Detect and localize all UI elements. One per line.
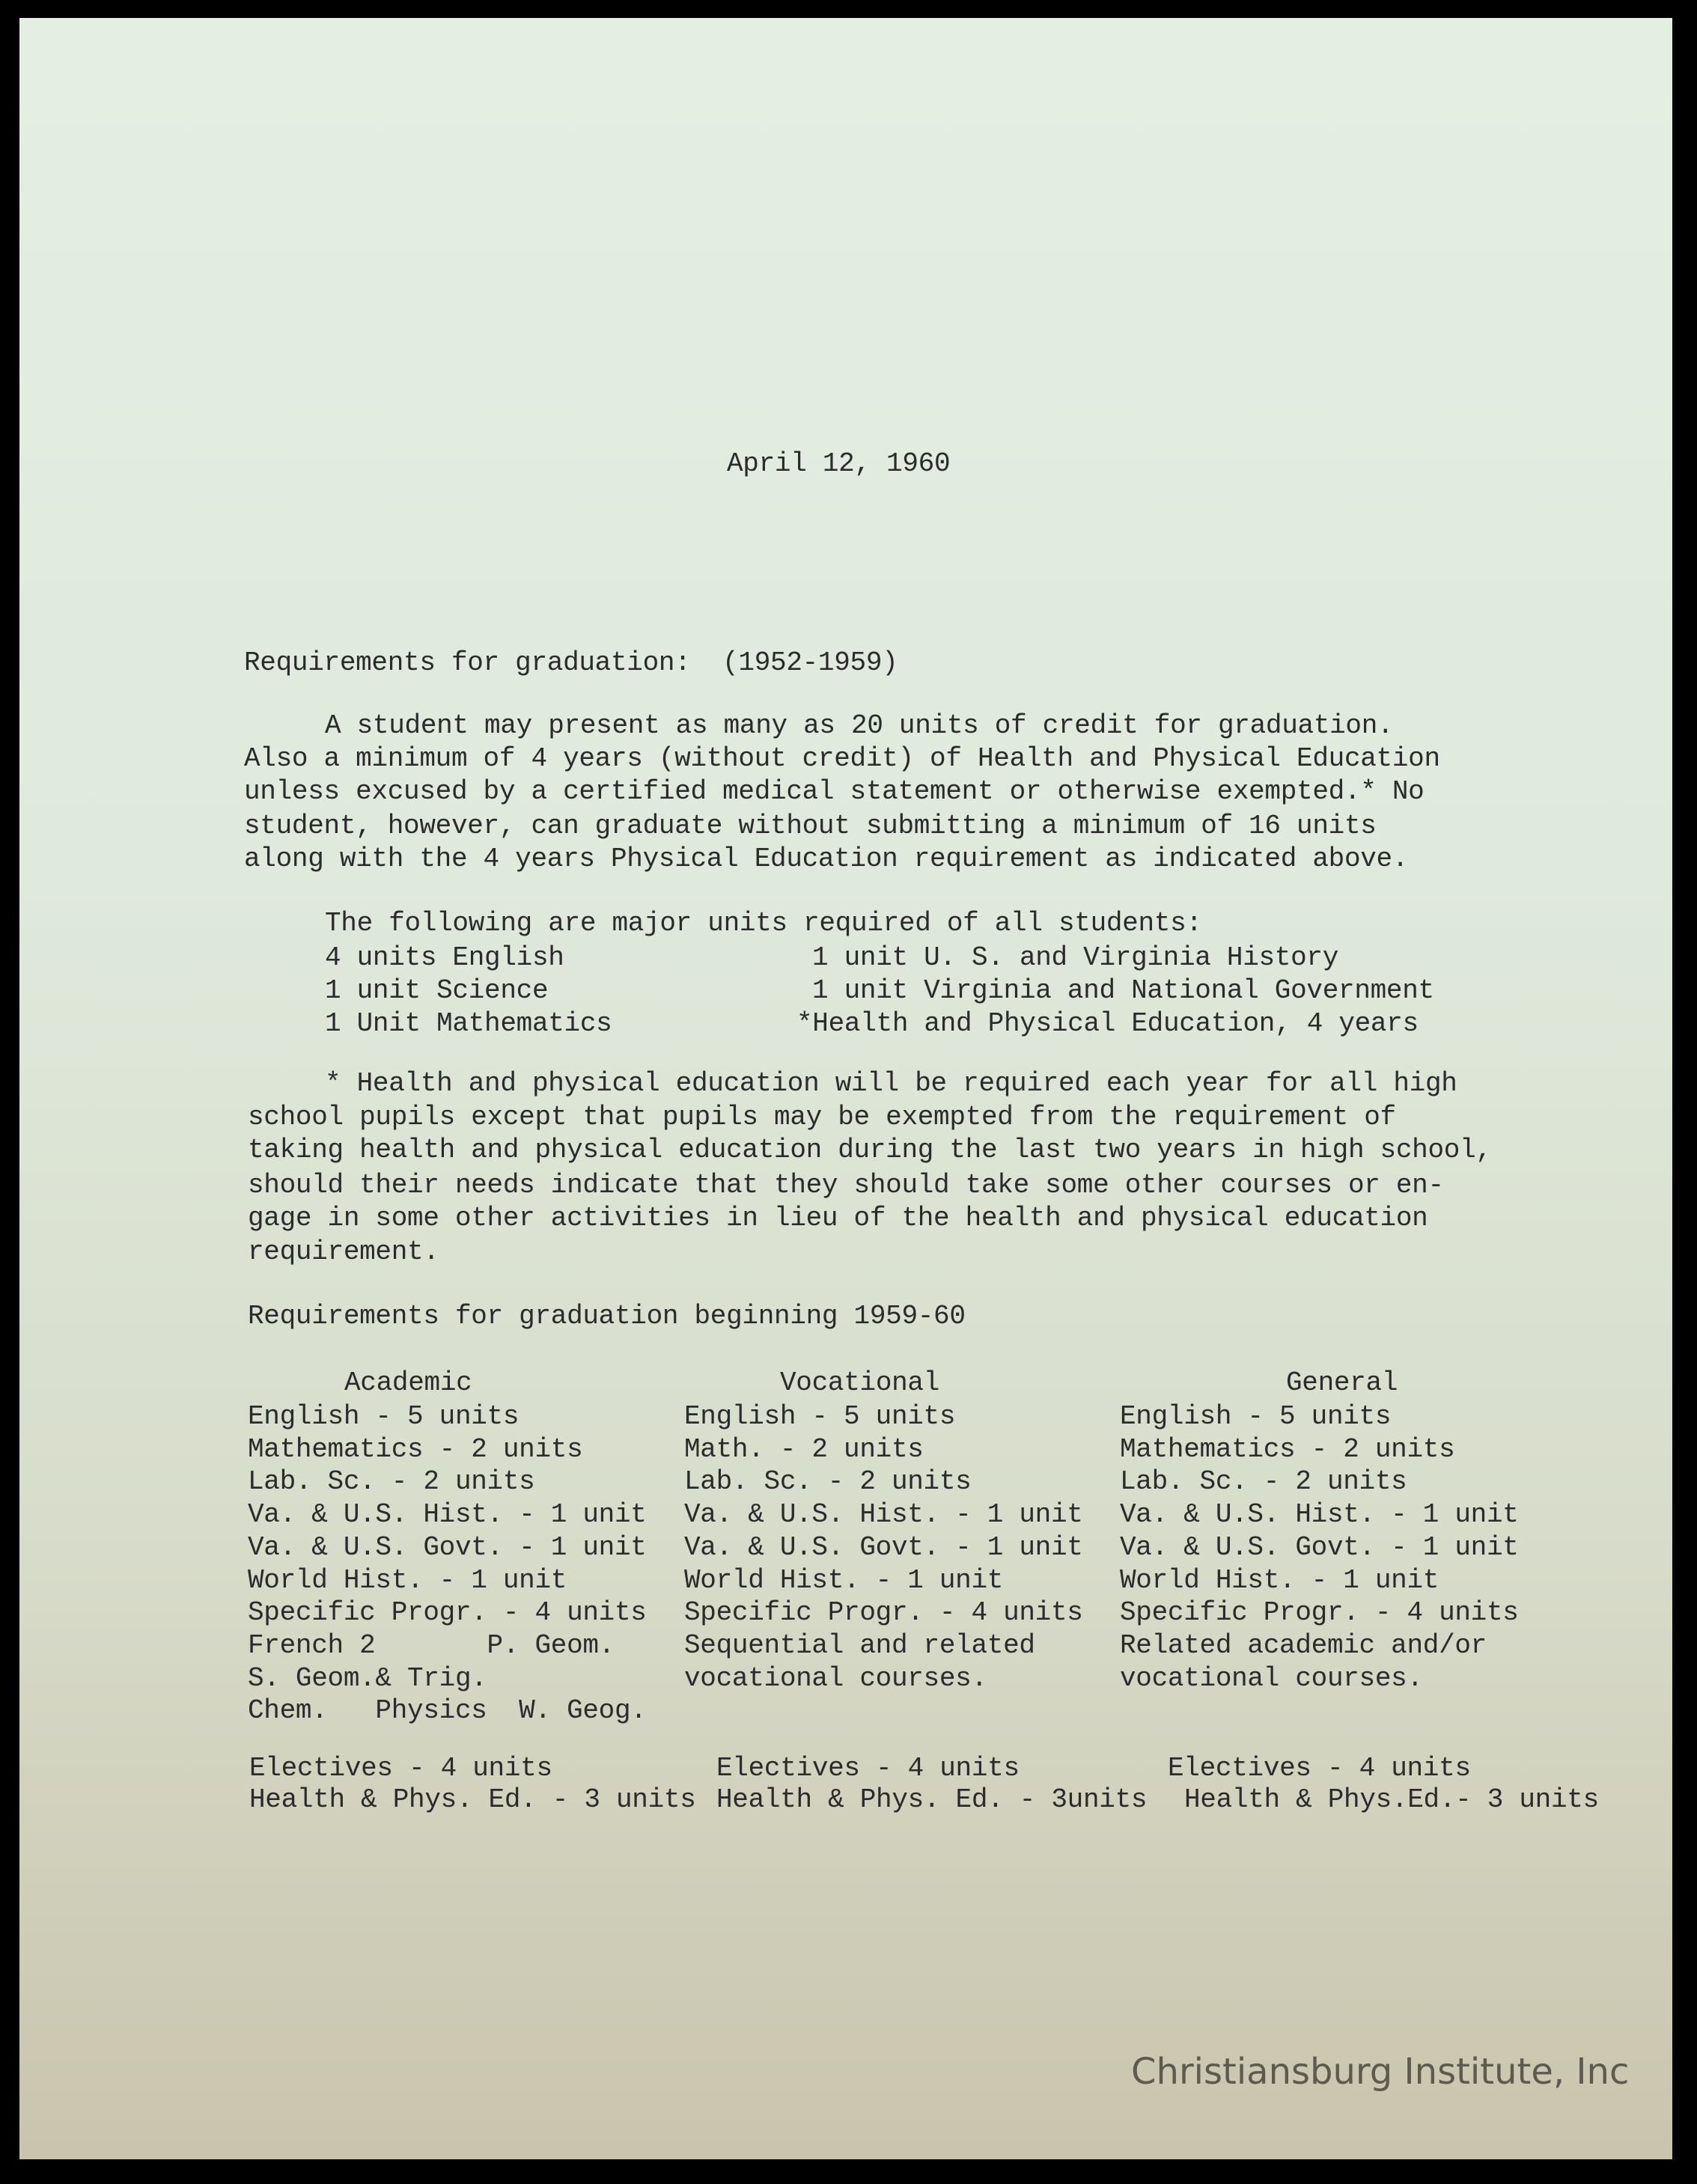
requirement-item: English - 5 units [248, 1401, 520, 1432]
column-title: General [1286, 1367, 1398, 1398]
major-units-intro: The following are major units required of all students: [325, 908, 1202, 939]
requirement-item: Va. & U.S. Hist. - 1 unit [1120, 1499, 1519, 1531]
requirement-item: Specific Progr. - 4 units [1120, 1597, 1519, 1629]
footnote-line: requirement. [248, 1236, 439, 1267]
document-date: April 12, 1960 [727, 448, 951, 479]
column-title: Academic [344, 1367, 472, 1398]
health-line: Health & Phys. Ed. - 3 units [249, 1784, 696, 1815]
section-heading: Requirements for graduation beginning 1959-60 [248, 1301, 966, 1332]
requirement-item: World Hist. - 1 unit [684, 1564, 1004, 1596]
footnote-line: taking health and physical education during the last two years in high school, [248, 1135, 1492, 1165]
requirement-item: Chem. Physics W. Geog. [248, 1695, 647, 1727]
paragraph-line: along with the 4 years Physical Education requirement as indicated above. [244, 844, 1409, 874]
paragraph-line: unless excused by a certified medical statement or otherwise exempted.* No [244, 776, 1425, 807]
health-line: Health & Phys.Ed.- 3 units [1184, 1784, 1599, 1815]
requirement-item: S. Geom.& Trig. [248, 1662, 487, 1694]
requirement-item: Va. & U.S. Hist. - 1 unit [684, 1499, 1083, 1531]
column-title: Vocational [780, 1367, 940, 1398]
paragraph-line: A student may present as many as 20 units of credit for graduation. [325, 710, 1394, 741]
major-unit-item: 1 Unit Mathematics [325, 1008, 612, 1039]
requirement-item: Va. & U.S. Govt. - 1 unit [248, 1531, 647, 1563]
requirement-item: Math. - 2 units [684, 1433, 924, 1465]
requirement-item: Va. & U.S. Govt. - 1 unit [684, 1531, 1083, 1563]
paragraph-line: Also a minimum of 4 years (without credit) of Health and Physical Education [244, 743, 1440, 774]
major-unit-item: 1 unit Science [325, 975, 549, 1006]
requirement-item: Mathematics - 2 units [1120, 1433, 1455, 1465]
requirement-item: Va. & U.S. Govt. - 1 unit [1120, 1531, 1519, 1563]
requirement-item: Lab. Sc. - 2 units [684, 1466, 972, 1498]
electives-line: Electives - 4 units [1168, 1753, 1471, 1784]
requirement-item: vocational courses. [684, 1662, 987, 1694]
requirement-item: English - 5 units [684, 1401, 956, 1432]
requirement-item: French 2 P. Geom. [248, 1629, 615, 1661]
requirement-item: Va. & U.S. Hist. - 1 unit [248, 1499, 647, 1531]
requirement-item: vocational courses. [1120, 1662, 1423, 1694]
major-unit-item: 4 units English [325, 942, 564, 973]
footnote-line: * Health and physical education will be required each year for all high [325, 1068, 1457, 1099]
footnote-line: gage in some other activities in lieu of the health and physical education [248, 1203, 1428, 1233]
requirement-item: English - 5 units [1120, 1401, 1392, 1432]
watermark: Christiansburg Institute, Inc [1131, 2051, 1630, 2093]
major-unit-item: *Health and Physical Education, 4 years [796, 1008, 1419, 1039]
requirement-item: Lab. Sc. - 2 units [248, 1466, 535, 1498]
paragraph-line: student, however, can graduate without submitting a minimum of 16 units [244, 811, 1377, 841]
footnote-line: school pupils except that pupils may be exempted from the requirement of [248, 1102, 1396, 1132]
footnote-line: should their needs indicate that they should take some other courses or en- [248, 1170, 1444, 1201]
requirement-item: Specific Progr. - 4 units [684, 1597, 1083, 1629]
requirement-item: World Hist. - 1 unit [1120, 1564, 1439, 1596]
requirement-item: Sequential and related [684, 1629, 1035, 1661]
health-line: Health & Phys. Ed. - 3units [716, 1784, 1148, 1815]
electives-line: Electives - 4 units [249, 1753, 552, 1784]
requirement-item: World Hist. - 1 unit [248, 1564, 567, 1596]
requirement-item: Mathematics - 2 units [248, 1433, 583, 1465]
requirement-item: Specific Progr. - 4 units [248, 1597, 647, 1629]
major-unit-item: 1 unit U. S. and Virginia History [812, 942, 1339, 973]
requirement-item: Related academic and/or [1120, 1629, 1487, 1661]
requirement-item: Lab. Sc. - 2 units [1120, 1466, 1407, 1498]
section-heading: Requirements for graduation: (1952-1959) [244, 647, 898, 678]
electives-line: Electives - 4 units [716, 1753, 1020, 1784]
major-unit-item: 1 unit Virginia and National Government [812, 975, 1434, 1006]
